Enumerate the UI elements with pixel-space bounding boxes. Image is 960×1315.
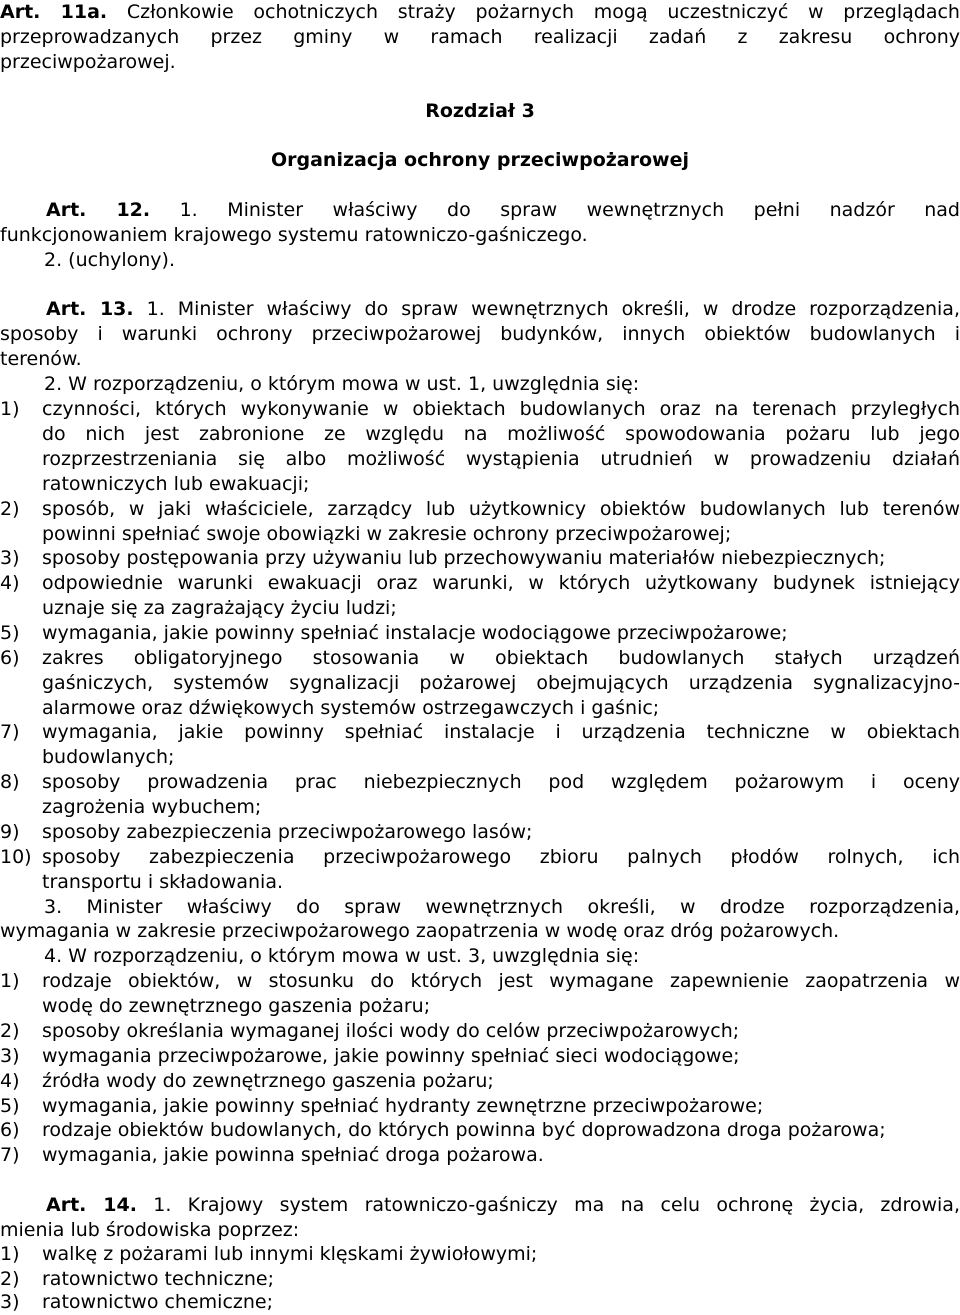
list-item-line: zakres obligatoryjnego stosowania w obiektach budowlanych stałych urządzeń (42, 647, 960, 669)
list-item-line: ratownictwo chemiczne; (42, 1291, 274, 1313)
art-11a-line-3: przeciwpożarowej. (0, 51, 176, 73)
list-item-line: walkę z pożarami lub innymi klęskami żywiołowymi; (42, 1243, 538, 1265)
list-item-number: 2) (0, 1020, 20, 1042)
list-item-line: wodę do zewnętrznego gaszenia pożaru; (42, 995, 431, 1017)
list-item-line: rozprzestrzeniania się albo możliwość wystąpienia utrudnień w prowadzeniu działań (42, 448, 960, 470)
list-item-line: wymagania, jakie powinny spełniać hydranty zewnętrzne przeciwpożarowe; (42, 1095, 764, 1117)
list-item-line: sposób, w jaki właściciele, zarządcy lub użytkownicy obiektów budowlanych lub terenów (42, 498, 960, 520)
article-heading: Art. 12. (46, 199, 151, 221)
list-item-line: sposoby zabezpieczenia przeciwpożarowego lasów; (42, 821, 533, 843)
list-item-number: 9) (0, 821, 20, 843)
list-item-number: 6) (0, 647, 20, 669)
list-item-number: 3) (0, 547, 20, 569)
list-item-line: sposoby postępowania przy używaniu lub przechowywaniu materiałów niebezpiecznych; (42, 547, 886, 569)
list-item-number: 1) (0, 970, 20, 992)
art-11a-line-2: przeprowadzanych przez gminy w ramach realizacji zadań z zakresu ochrony (0, 26, 960, 48)
list-item-number: 3) (0, 1291, 20, 1313)
list-item-line: ratowniczych lub ewakuacji; (42, 473, 310, 495)
list-item-line: źródła wody do zewnętrznego gaszenia pożaru; (42, 1070, 494, 1092)
list-item-line: alarmowe oraz dźwiękowych systemów ostrzegawczych i gaśnic; (42, 697, 660, 719)
list-item-line: gaśniczych, systemów sygnalizacji pożarowej obejmujących urządzenia sygnalizacyjno- (42, 672, 960, 694)
article-heading: Art. 11a. (0, 1, 108, 23)
list-item-line: rodzaje obiektów budowlanych, do których powinna być doprowadzona droga pożarowa; (42, 1119, 886, 1141)
art-14-line-1: Art. 14. 1. Krajowy system ratowniczo-gaśniczy ma na celu ochronę życia, zdrowia, (46, 1194, 960, 1216)
list-item-number: 3) (0, 1045, 20, 1067)
art-12-line-3: 2. (uchylony). (44, 249, 175, 271)
list-item-line: budowlanych; (42, 746, 175, 768)
list-item-number: 7) (0, 1144, 20, 1166)
list-item-line: zagrożenia wybuchem; (42, 796, 262, 818)
list-item-number: 5) (0, 1095, 20, 1117)
art-13-line-1: Art. 13. 1. Minister właściwy do spraw wewnętrznych określi, w drodze rozporządzenia, (46, 298, 960, 320)
list-item-line: sposoby określania wymaganej ilości wody do celów przeciwpożarowych; (42, 1020, 740, 1042)
art-13-line-4: 2. W rozporządzeniu, o którym mowa w ust. 1, uwzględnia się: (44, 373, 640, 395)
list-item-line: transportu i składowania. (42, 871, 284, 893)
list-item-number: 7) (0, 721, 20, 743)
list-item-line: sposoby zabezpieczenia przeciwpożarowego zbioru palnych płodów rolnych, ich (42, 846, 960, 868)
list-item-number: 1) (0, 398, 20, 420)
art-12-line-1: Art. 12. 1. Minister właściwy do spraw wewnętrznych pełni nadzór nad (46, 199, 960, 221)
chapter-number: Rozdział 3 (425, 100, 535, 122)
art-13-para-4: 4. W rozporządzeniu, o którym mowa w ust. 3, uwzględnia się: (44, 945, 640, 967)
list-item-line: wymagania, jakie powinny spełniać instalacje i urządzenia techniczne w obiektach (42, 721, 960, 743)
list-item-number: 2) (0, 498, 20, 520)
art-13-para-3-line-1: 3. Minister właściwy do spraw wewnętrznych określi, w drodze rozporządzenia, (44, 896, 960, 918)
list-item-line: wymagania przeciwpożarowe, jakie powinny spełniać sieci wodociągowe; (42, 1045, 740, 1067)
list-item-number: 5) (0, 622, 20, 644)
art-13-line-3: terenów. (0, 348, 82, 370)
article-heading: Art. 13. (46, 298, 134, 320)
chapter-title: Organizacja ochrony przeciwpożarowej (270, 149, 690, 171)
list-item-number: 10) (0, 846, 32, 868)
art-12-line-2: funkcjonowaniem krajowego systemu ratowniczo-gaśniczego. (0, 224, 588, 246)
list-item-line: do nich jest zabronione ze względu na możliwość spowodowania pożaru lub jego (42, 423, 960, 445)
list-item-line: ratownictwo techniczne; (42, 1268, 274, 1290)
art-13-line-2: sposoby i warunki ochrony przeciwpożarowej budynków, innych obiektów budowlanych i (0, 323, 960, 345)
list-item-line: powinni spełniać swoje obowiązki w zakresie ochrony przeciwpożarowej; (42, 523, 732, 545)
art-13-para-3-line-2: wymagania w zakresie przeciwpożarowego zaopatrzenia w wodę oraz dróg pożarowych. (0, 920, 840, 942)
list-item-number: 4) (0, 572, 20, 594)
list-item-number: 8) (0, 771, 20, 793)
art-11a-line-1: Art. 11a. Członkowie ochotniczych straży pożarnych mogą uczestniczyć w przeglądach (0, 1, 960, 23)
list-item-number: 1) (0, 1243, 20, 1265)
article-heading: Art. 14. (46, 1194, 137, 1216)
list-item-line: odpowiednie warunki ewakuacji oraz warunki, w których użytkowany budynek istniejący (42, 572, 960, 594)
list-item-number: 6) (0, 1119, 20, 1141)
list-item-line: rodzaje obiektów, w stosunku do których jest wymagane zapewnienie zaopatrzenia w (42, 970, 960, 992)
list-item-line: czynności, których wykonywanie w obiektach budowlanych oraz na terenach przyległych (42, 398, 960, 420)
list-item-line: wymagania, jakie powinna spełniać droga pożarowa. (42, 1144, 544, 1166)
list-item-number: 4) (0, 1070, 20, 1092)
list-item-line: sposoby prowadzenia prac niebezpiecznych pod względem pożarowym i oceny (42, 771, 960, 793)
art-14-line-2: mienia lub środowiska poprzez: (0, 1219, 300, 1241)
list-item-line: wymagania, jakie powinny spełniać instalacje wodociągowe przeciwpożarowe; (42, 622, 788, 644)
list-item-line: uznaje się za zagrażający życiu ludzi; (42, 597, 397, 619)
list-item-number: 2) (0, 1268, 20, 1290)
